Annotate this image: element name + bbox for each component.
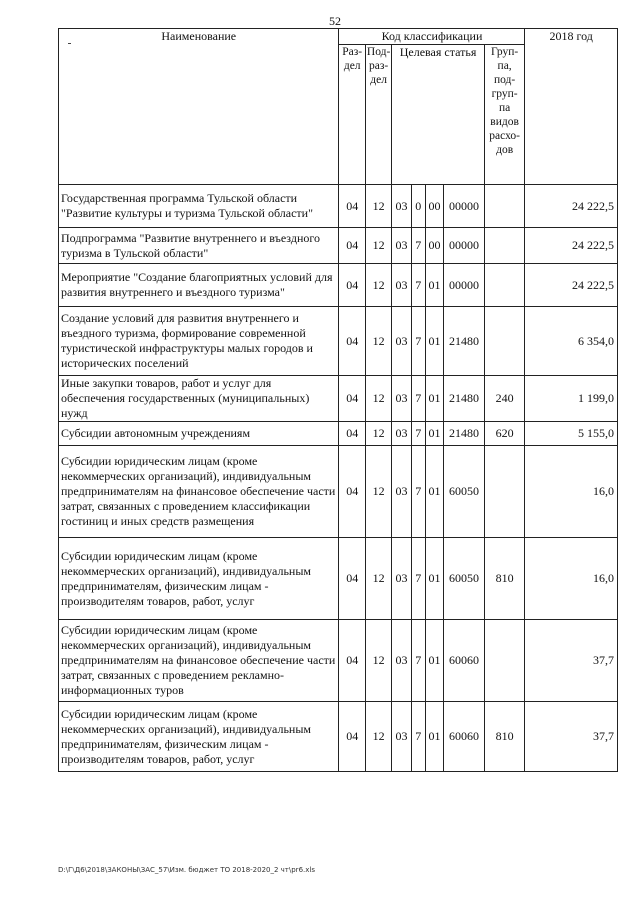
cell-section: 04 — [339, 307, 365, 376]
cell-t1: 03 — [392, 422, 411, 446]
cell-subsection: 12 — [365, 185, 391, 228]
cell-t3: 01 — [425, 620, 443, 702]
cell-t3: 00 — [425, 228, 443, 264]
cell-t1: 03 — [392, 538, 411, 620]
cell-t3: 01 — [425, 376, 443, 422]
cell-subsection: 12 — [365, 228, 391, 264]
cell-t2: 7 — [411, 422, 425, 446]
cell-section: 04 — [339, 702, 365, 772]
header-row-1 — [59, 29, 618, 45]
cell-subsection: 12 — [365, 702, 391, 772]
col-header-section: Раз- дел — [339, 45, 365, 185]
table-row — [59, 702, 618, 772]
cell-section: 04 — [339, 376, 365, 422]
cell-t4: 21480 — [444, 376, 485, 422]
cell-t3: 01 — [425, 446, 443, 538]
table-row — [59, 228, 618, 264]
cell-t2: 7 — [411, 228, 425, 264]
col-header-target: Целевая статья — [392, 45, 484, 185]
cell-t4: 00000 — [444, 185, 485, 228]
cell-section: 04 — [339, 620, 365, 702]
cell-group — [484, 264, 525, 307]
col-header-name: Наименование — [59, 29, 339, 185]
cell-t4: 21480 — [444, 307, 485, 376]
cell-amount: 1 199,0 — [525, 376, 618, 422]
cell-t4: 21480 — [444, 422, 485, 446]
cell-t2: 7 — [411, 702, 425, 772]
cell-group — [484, 446, 525, 538]
table-row — [59, 185, 618, 228]
cell-t2: 7 — [411, 307, 425, 376]
cell-t3: 01 — [425, 264, 443, 307]
cell-t3: 01 — [425, 538, 443, 620]
cell-t1: 03 — [392, 307, 411, 376]
cell-t3: 01 — [425, 307, 443, 376]
cell-t1: 03 — [392, 376, 411, 422]
cell-group — [484, 307, 525, 376]
cell-name: Субсидии юридическим лицам (кроме некоммерческих организаций), индивидуальным предпринимателям, физическим лицам - производителям товаров, работ, услуг — [59, 702, 339, 772]
table-row — [59, 422, 618, 446]
cell-amount: 5 155,0 — [525, 422, 618, 446]
cell-subsection: 12 — [365, 538, 391, 620]
table-row — [59, 376, 618, 422]
cell-section: 04 — [339, 264, 365, 307]
cell-section: 04 — [339, 446, 365, 538]
cell-amount: 37,7 — [525, 620, 618, 702]
cell-t1: 03 — [392, 702, 411, 772]
table-body — [59, 185, 618, 772]
cell-t4: 60060 — [444, 620, 485, 702]
cell-t4: 60050 — [444, 538, 485, 620]
cell-section: 04 — [339, 538, 365, 620]
cell-t4: 00000 — [444, 228, 485, 264]
cell-group: 240 — [484, 376, 525, 422]
cell-t2: 0 — [411, 185, 425, 228]
cell-t1: 03 — [392, 228, 411, 264]
cell-group: 810 — [484, 702, 525, 772]
cell-subsection: 12 — [365, 446, 391, 538]
cell-name: Субсидии юридическим лицам (кроме некоммерческих организаций), индивидуальным предпринимателям на финансовое обеспечение части затрат, связанных с проведением рекламно-информационных туров — [59, 620, 339, 702]
cell-subsection: 12 — [365, 422, 391, 446]
cell-amount: 24 222,5 — [525, 228, 618, 264]
file-path-footer: D:\Г\Д6\2018\ЗАКОНЫ\ЗАС_57\Изм. бюджет ТО 2018-2020_2 чт\pr6.xls — [58, 866, 315, 874]
cell-group — [484, 228, 525, 264]
cell-name: Создание условий для развития внутреннего и въездного туризма, формирование современной туристической инфраструктуры малых городов и исторических поселений — [59, 307, 339, 376]
table-row — [59, 538, 618, 620]
cell-t4: 00000 — [444, 264, 485, 307]
cell-t1: 03 — [392, 185, 411, 228]
cell-t2: 7 — [411, 538, 425, 620]
cell-subsection: 12 — [365, 620, 391, 702]
cell-amount: 6 354,0 — [525, 307, 618, 376]
cell-name: Государственная программа Тульской области "Развитие культуры и туризма Тульской области" — [59, 185, 339, 228]
cell-group — [484, 620, 525, 702]
cell-name: Субсидии автономным учреждениям — [59, 422, 339, 446]
cell-name: Субсидии юридическим лицам (кроме некоммерческих организаций), индивидуальным предпринимателям, физическим лицам - производителям товаров, работ, услуг — [59, 538, 339, 620]
cell-amount: 37,7 — [525, 702, 618, 772]
cell-t2: 7 — [411, 620, 425, 702]
cell-t2: 7 — [411, 446, 425, 538]
col-header-year: 2018 год — [525, 29, 618, 185]
col-header-group: Груп- па, под- груп- па видов расхо- дов — [484, 45, 525, 185]
cell-t2: 7 — [411, 264, 425, 307]
table-row — [59, 446, 618, 538]
cell-subsection: 12 — [365, 376, 391, 422]
cell-name: Иные закупки товаров, работ и услуг для обеспечения государственных (муниципальных) нужд — [59, 376, 339, 422]
cell-amount: 16,0 — [525, 538, 618, 620]
cell-section: 04 — [339, 228, 365, 264]
cell-section: 04 — [339, 185, 365, 228]
cell-subsection: 12 — [365, 264, 391, 307]
cell-group — [484, 185, 525, 228]
cell-t2: 7 — [411, 376, 425, 422]
cell-amount: 24 222,5 — [525, 185, 618, 228]
cell-amount: 24 222,5 — [525, 264, 618, 307]
cell-t4: 60060 — [444, 702, 485, 772]
cell-name: Подпрограмма "Развитие внутреннего и въездного туризма в Тульской области" — [59, 228, 339, 264]
budget-table — [58, 28, 618, 772]
cell-amount: 16,0 — [525, 446, 618, 538]
cell-subsection: 12 — [365, 307, 391, 376]
cell-t1: 03 — [392, 446, 411, 538]
cell-section: 04 — [339, 422, 365, 446]
cell-group: 620 — [484, 422, 525, 446]
table-row — [59, 307, 618, 376]
page-number: 52 — [329, 14, 341, 28]
table-row — [59, 620, 618, 702]
cell-name: Мероприятие "Создание благоприятных условий для развития внутреннего и въездного туризма" — [59, 264, 339, 307]
cell-name: Субсидии юридическим лицам (кроме некоммерческих организаций), индивидуальным предпринимателям на финансовое обеспечение части затрат, связанных с проведением классификации гостиниц и иных средств размещения — [59, 446, 339, 538]
cell-t3: 00 — [425, 185, 443, 228]
cell-t1: 03 — [392, 620, 411, 702]
col-header-subsection: Под- раз- дел — [365, 45, 391, 185]
cell-t1: 03 — [392, 264, 411, 307]
cell-t3: 01 — [425, 422, 443, 446]
col-header-code: Код классификации — [339, 29, 525, 45]
table-row — [59, 264, 618, 307]
cell-group: 810 — [484, 538, 525, 620]
cell-t3: 01 — [425, 702, 443, 772]
cell-t4: 60050 — [444, 446, 485, 538]
